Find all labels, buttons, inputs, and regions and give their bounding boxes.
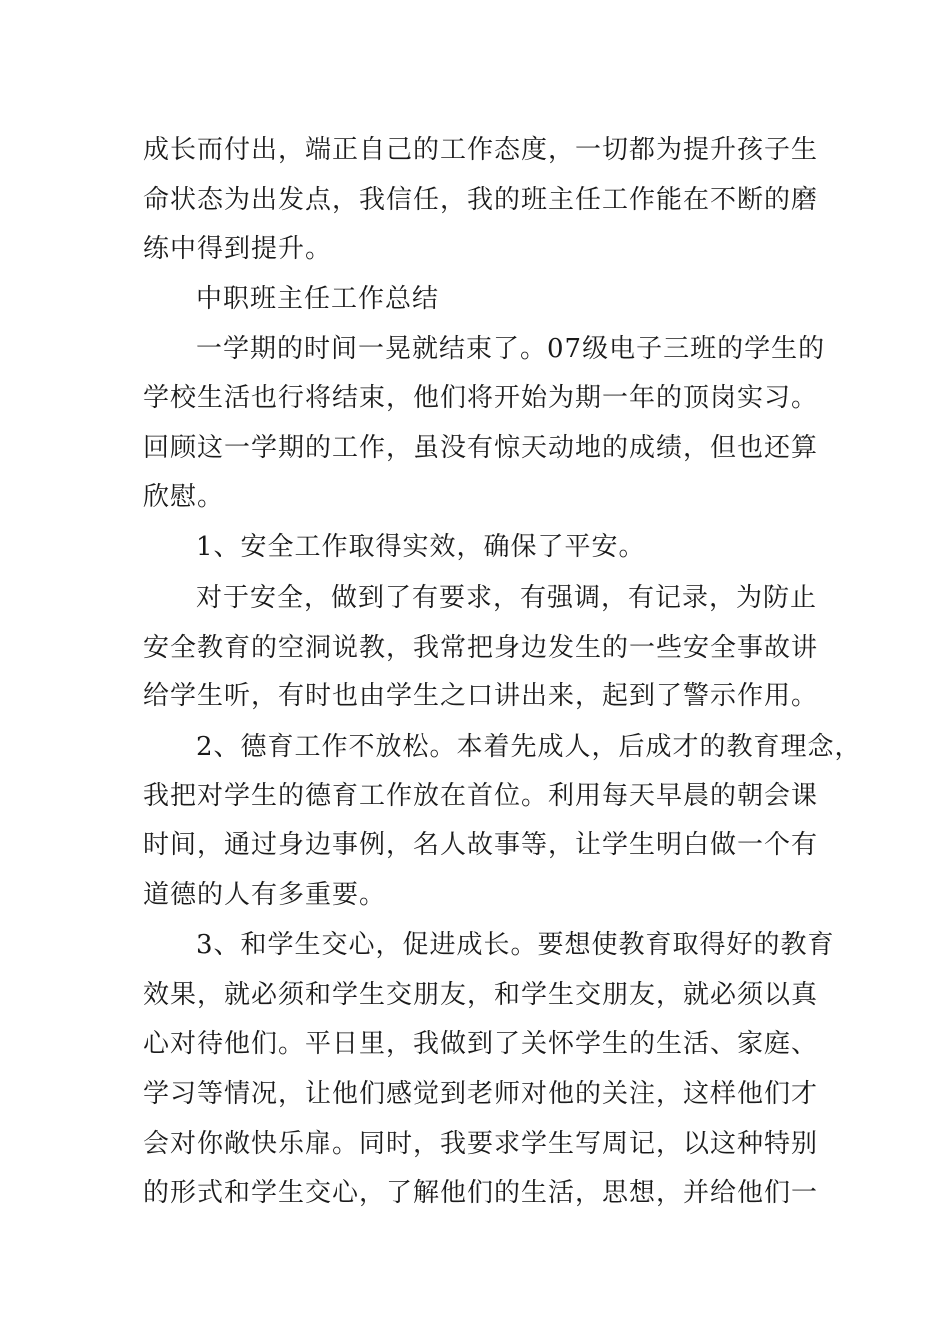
text-line: 练中得到提升。	[143, 234, 333, 264]
text-line: 的形式和学生交心，了解他们的生活，思想，并给他们一	[143, 1178, 819, 1208]
list-item-heading: 2、德育工作不放松。本着先成人，后成才的教育理念，	[196, 732, 862, 762]
text-line: 效果，就必须和学生交朋友，和学生交朋友，就必须以真	[143, 980, 819, 1010]
text-line: 给学生听，有时也由学生之口讲出来，起到了警示作用。	[143, 681, 819, 711]
text-line: 学习等情况，让他们感觉到老师对他的关注，这样他们才	[143, 1079, 819, 1109]
text-line: 心对待他们。平日里，我做到了关怀学生的生活、家庭、	[143, 1029, 819, 1059]
list-item-heading: 1、安全工作取得实效，确保了平安。	[196, 532, 646, 562]
text-line: 会对你敞快乐扉。同时，我要求学生写周记，以这种特别	[143, 1129, 819, 1159]
text-line: 道德的人有多重要。	[143, 880, 387, 910]
text-line: 我把对学生的德育工作放在首位。利用每天早晨的朝会课	[143, 781, 819, 811]
text-line: 时间，通过身边事例，名人故事等，让学生明白做一个有	[143, 830, 819, 860]
text-line: 命状态为出发点，我信任，我的班主任工作能在不断的磨	[143, 185, 819, 215]
text-line: 欣慰。	[143, 482, 225, 512]
section-heading: 中职班主任工作总结	[196, 284, 440, 314]
text-line: 学校生活也行将结束，他们将开始为期一年的顶岗实习。	[143, 383, 819, 413]
text-line: 成长而付出，端正自己的工作态度，一切都为提升孩子生	[143, 135, 819, 165]
list-item-heading: 3、和学生交心，促进成长。要想使教育取得好的教育	[196, 930, 835, 960]
text-line: 对于安全，做到了有要求，有强调，有记录，为防止	[196, 583, 818, 613]
text-line: 一学期的时间一晃就结束了。07级电子三班的学生的	[196, 334, 826, 364]
text-line: 回顾这一学期的工作，虽没有惊天动地的成绩，但也还算	[143, 433, 819, 463]
text-line: 安全教育的空洞说教，我常把身边发生的一些安全事故讲	[143, 633, 819, 663]
